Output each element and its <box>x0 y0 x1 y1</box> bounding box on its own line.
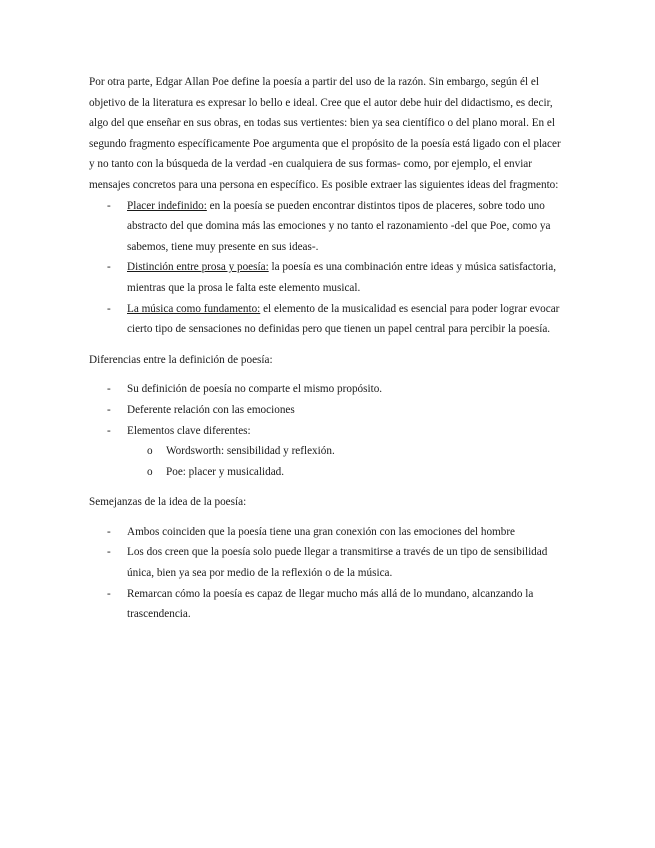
idea-term: Distinción entre prosa y poesía: <box>127 261 269 274</box>
sub-list-item: o Wordsworth: sensibilidad y reflexión. <box>89 441 567 462</box>
idea-term: La música como fundamento: <box>127 302 261 315</box>
list-item: - Elementos clave diferentes: <box>89 421 567 442</box>
list-item: - Su definición de poesía no comparte el mismo propósito. <box>89 379 567 400</box>
list-item: - Los dos creen que la poesía solo puede llegar a transmitirse a través de un tipo de sensibilidad única, bien ya sea por medio de la reflexión o de la música. <box>89 542 567 583</box>
differences-heading: Diferencias entre la definición de poesía: <box>89 353 273 366</box>
similarities-heading: Semejanzas de la idea de la poesía: <box>89 496 247 509</box>
differences-list <box>89 379 567 441</box>
idea-term: Placer indefinido: <box>127 199 207 212</box>
list-item <box>89 196 567 258</box>
list-item: - Remarcan cómo la poesía es capaz de llegar mucho más allá de lo mundano, alcanzando la trascendencia. <box>89 584 567 625</box>
list-item <box>89 299 567 340</box>
similarities-list <box>89 522 567 625</box>
sub-list-item: o Poe: placer y musicalidad. <box>89 462 567 483</box>
intro-paragraph: Por otra parte, Edgar Allan Poe define la poesía a partir del uso de la razón. Sin embargo, según él el objetivo de la literatura es expresar lo bello e ideal. Cree que el autor debe huir del didactismo, es decir, algo del que enseñar en sus obras, en todas sus vertientes: bien ya sea científico o del plano moral. En el segundo fragmento específicamente Poe argumenta que el propósito de la poesía está ligado con el placer y no tanto con la búsqueda de la verdad -en cualquiera de sus formas- como, por ejemplo, el enviar mensajes concretos para una persona en específico. Es posible extraer las siguientes ideas del fragmento: <box>89 76 561 191</box>
idea-text: en la poesía se pueden encontrar distintos tipos de placeres, sobre todo uno abstracto del que domina más las emociones y no tanto el razonamiento -del que Poe, como ya sabemos, tiene muy presente en sus ideas-. <box>127 199 551 253</box>
differences-sublist <box>89 441 567 482</box>
list-item: - Ambos coinciden que la poesía tiene una gran conexión con las emociones del hombre <box>89 522 567 543</box>
idea-text: el elemento de la musicalidad es esencial para poder lograr evocar cierto tipo de sensaciones no definidas pero que tienen un papel central para percibir la poesía. <box>127 302 560 336</box>
document-page <box>89 72 567 625</box>
ideas-list <box>89 196 567 340</box>
idea-text: la poesía es una combinación entre ideas y música satisfactoria, mientras que la prosa le falta este elemento musical. <box>127 261 557 294</box>
list-item: - Deferente relación con las emociones <box>89 400 567 421</box>
list-item <box>89 257 567 298</box>
